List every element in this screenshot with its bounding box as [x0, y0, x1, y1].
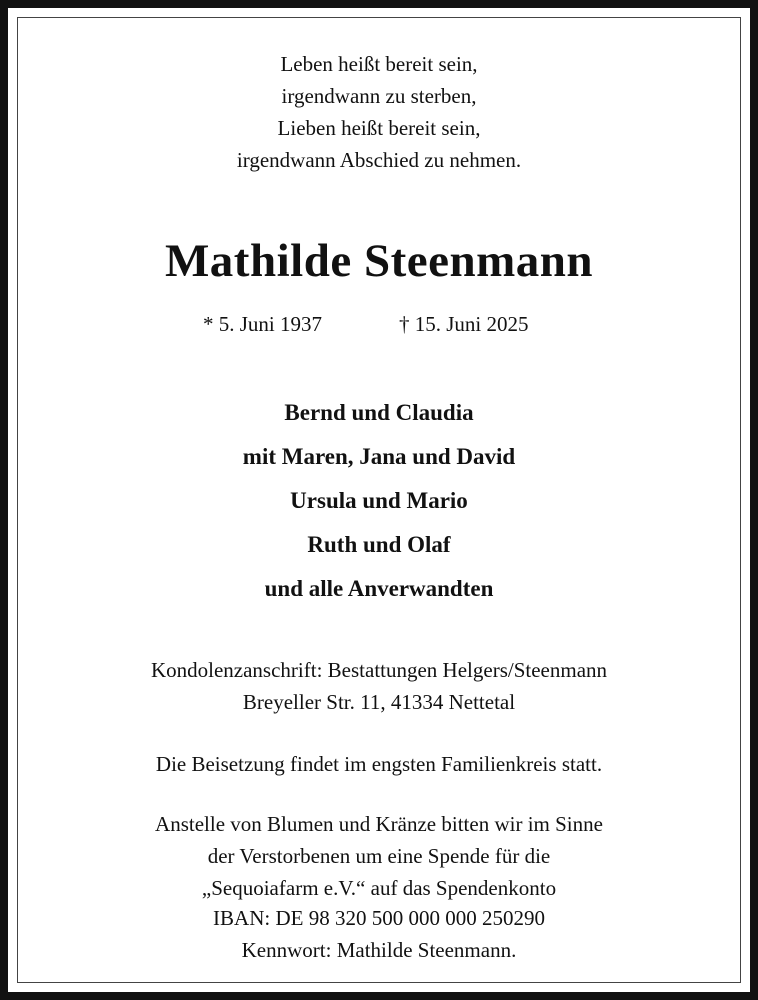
donation-line-1: Anstelle von Blumen und Kränze bitten wir im Sinne	[155, 812, 603, 836]
death-date: † 15. Juni 2025	[399, 312, 529, 336]
donation-line-3: „Sequoiafarm e.V.“ auf das Spendenkonto	[201, 876, 557, 900]
poem-line-2: irgendwann zu sterben,	[281, 84, 477, 108]
donation-line-2: der Verstorbenen um eine Spende für die	[207, 844, 551, 868]
condolence-address-line-1: Kondolenzanschrift: Bestattungen Helgers/Steenmann	[150, 658, 608, 682]
donation-iban: IBAN: DE 98 320 500 000 000 250290	[213, 906, 545, 930]
mourner-line-1: Bernd und Claudia	[284, 400, 474, 425]
mourner-line-5: und alle Anverwandten	[264, 576, 494, 601]
birth-date: * 5. Juni 1937	[203, 312, 323, 336]
poem-line-4: irgendwann Abschied zu nehmen.	[236, 148, 522, 172]
deceased-name: Mathilde Steenmann	[164, 235, 594, 287]
donation-keyword: Kennwort: Mathilde Steenmann.	[241, 938, 517, 962]
mourner-line-3: Ursula und Mario	[290, 488, 468, 513]
condolence-address-line-2: Breyeller Str. 11, 41334 Nettetal	[242, 690, 516, 714]
mourner-line-2: mit Maren, Jana und David	[242, 444, 516, 469]
poem-line-3: Lieben heißt bereit sein,	[277, 116, 481, 140]
burial-note: Die Beisetzung findet im engsten Familienkreis statt.	[155, 752, 603, 776]
poem-line-1: Leben heißt bereit sein,	[280, 52, 478, 76]
mourner-line-4: Ruth und Olaf	[307, 532, 451, 557]
